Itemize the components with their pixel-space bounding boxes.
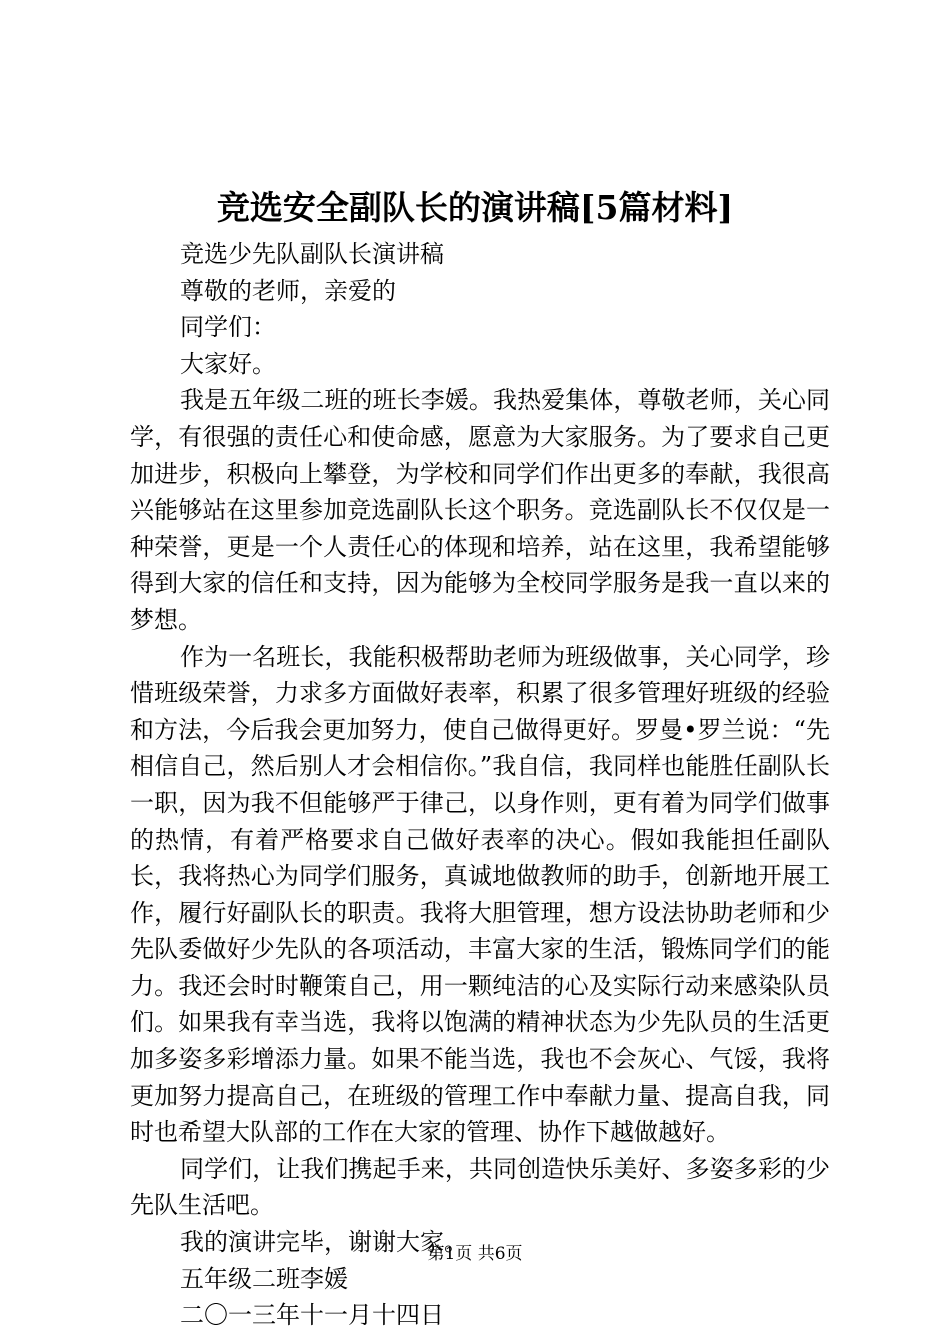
page-number: 第1页 共6页 [427,1244,523,1264]
signature: 五年级二班李媛 [180,1264,348,1293]
document-title: 竞选安全副队长的演讲稿[5篇材料] [216,188,734,227]
salutation-line-2: 同学们： [180,313,276,342]
paragraph-appeal: 同学们，让我们携起手来，共同创造快乐美好、多姿多彩的少先队生活吧。 [130,1154,830,1220]
date-line: 二〇一三年十一月十四日 [180,1301,444,1330]
greeting: 大家好。 [180,349,276,378]
paragraph-introduction: 我是五年级二班的班长李媛。我热爱集体，尊敬老师，关心同学，有很强的责任心和使命感，愿意为大家服务。为了要求自己更加进步，积极向上攀登，为学校和同学们作出更多的奉献，我很高兴能够站在这里参加竞选副队长这个职务。竞选副队长不仅仅是一种荣誉，更是一个人责任心的体现和培养，站在这里，我希望能够得到大家的信任和支持，因为能够为全校同学服务是我一直以来的梦想。 [130,386,830,634]
speech-heading: 竞选少先队副队长演讲稿 [180,240,444,268]
closing-line: 我的演讲完毕，谢谢大家。 [180,1228,468,1257]
paragraph-qualifications: 作为一名班长，我能积极帮助老师为班级做事，关心同学，珍惜班级荣誉，力求多方面做好表率，积累了很多管理好班级的经验和方法，今后我会更加努力，使自己做得更好。罗曼•罗兰说：“先相信自己，然后别人才会相信你。”我自信，我同样也能胜任副队长一职，因为我不但能够严于律己，以身作则，更有着为同学们做事的热情，有着严格要求自己做好表率的决心。假如我能担任副队长，我将热心为同学们服务，真诚地做教师的助手，创新地开展工作，履行好副队长的职责。我将大胆管理，想方设法协助老师和少先队委做好少先队的各项活动，丰富大家的生活，锻炼同学们的能力。我还会时时鞭策自己，用一颗纯洁的心及实际行动来感染队员们。如果我有幸当选，我将以饱满的精神状态为少先队员的生活更加多姿多彩增添力量。如果不能当选，我也不会灰心、气馁，我将更加努力提高自己，在班级的管理工作中奉献力量、提高自我，同时也希望大队部的工作在大家的管理、协作下越做越好。 [130,642,830,1147]
document-body [130,236,830,1334]
salutation-line-1: 尊敬的老师，亲爱的 [180,276,396,305]
